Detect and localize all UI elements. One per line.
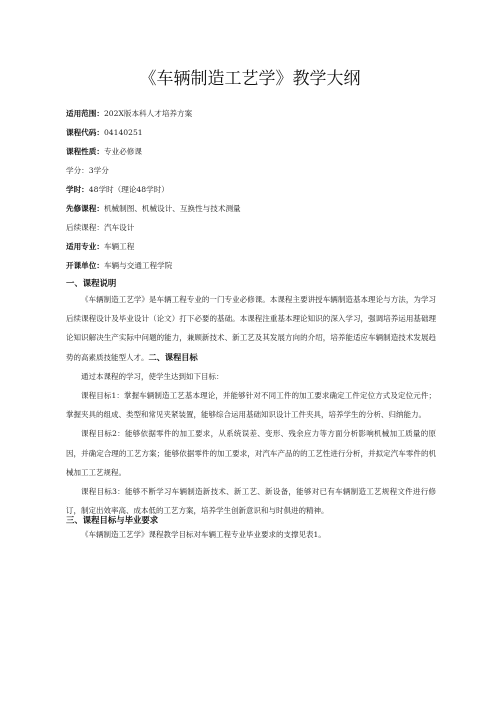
meta-value: 车辆工程 [103, 242, 135, 251]
course-description-paragraph [66, 290, 436, 367]
meta-label: 后续课程： [66, 223, 104, 232]
meta-value: 3学分 [88, 166, 109, 175]
section-body-3 [66, 525, 436, 544]
section-body-1 [66, 290, 436, 520]
meta-row-code [66, 123, 241, 142]
meta-value: 机械制图、机械设计、互换性与技术测量 [103, 204, 241, 213]
goal-1-paragraph: 课程目标1：掌握车辆制造工艺基本理论，并能够针对不同工件的加工要求确定工件定位方式及定位元件；掌握夹具的组成、类型和常见夹紧装置，能够综合运用基础知识设计工件夹具，培养学生的分析、归纳能力。 [66, 391, 436, 420]
meta-value: 专业必修课 [103, 147, 142, 156]
meta-row-hours [66, 180, 241, 199]
course-description-text: 《车辆制造工艺学》是车辆工程专业的一门专业必修课。本课程主要讲授车辆制造基本理论与方法，为学习后续课程设计及毕业设计（论文）打下必要的基础。本课程注重基本理论知识的深入学习，强调培养运用基础理论知识解决生产实际中问题的能力，兼顾新技术、新工艺及其发展方向的介绍，培养能适应车辆制造技术发展趋势的高素质技能型人才。 [66, 295, 436, 362]
section-heading-goals-requirements: 三、课程目标与毕业要求 [66, 515, 159, 525]
meta-row-followup [66, 218, 241, 237]
meta-value: 04140251 [103, 128, 143, 137]
meta-value: 202X版本科人才培养方案 [103, 109, 193, 118]
page-title: 《车辆制造工艺学》教学大纲 [139, 69, 361, 89]
goal-3-paragraph: 课程目标3：能够不断学习车辆制造新技术、新工艺、新设备，能够对已有车辆制造工艺规程文件进行修订，制定出效率高、成本低的工艺方案，培养学生创新意识和与时俱进的精神。 [66, 487, 436, 516]
meta-row-major [66, 237, 241, 256]
meta-label: 开课单位： [66, 261, 104, 270]
meta-label: 先修课程： [66, 204, 104, 213]
meta-label: 学分： [66, 166, 89, 175]
meta-value: 车辆与交通工程学院 [103, 261, 173, 270]
meta-value: 汽车设计 [103, 223, 135, 232]
meta-row-credits [66, 161, 241, 180]
support-table-reference: 《车辆制造工艺学》课程教学目标对车辆工程专业毕业要求的支撑见表1。 [81, 530, 326, 539]
section-heading-course-description: 一、课程说明 [66, 278, 117, 288]
meta-label: 课程性质： [66, 147, 104, 156]
meta-label: 课程代码： [66, 128, 104, 137]
meta-label: 学时： [66, 185, 89, 194]
meta-value: 48学时（理论48学时） [88, 185, 169, 194]
meta-row-nature [66, 142, 241, 161]
meta-row-department [66, 256, 241, 275]
meta-label: 适用专业： [66, 242, 104, 251]
goal-2-paragraph: 课程目标2：能够依据零件的加工要求，从系统误差、变形、残余应力等方面分析影响机械加工质量的原因，并确定合理的工艺方案；能够依据零件的加工要求，对汽车产品的的工艺性进行分析，并拟定汽车零件的机械加工工艺规程。 [66, 429, 436, 477]
meta-row-scope [66, 104, 241, 123]
meta-row-prerequisites [66, 199, 241, 218]
section-heading-course-goals: 二、课程目标 [148, 351, 198, 362]
course-info-block [66, 104, 241, 275]
meta-label: 适用范围： [66, 109, 104, 118]
goals-intro: 通过本课程的学习，使学生达到如下目标： [81, 371, 224, 381]
